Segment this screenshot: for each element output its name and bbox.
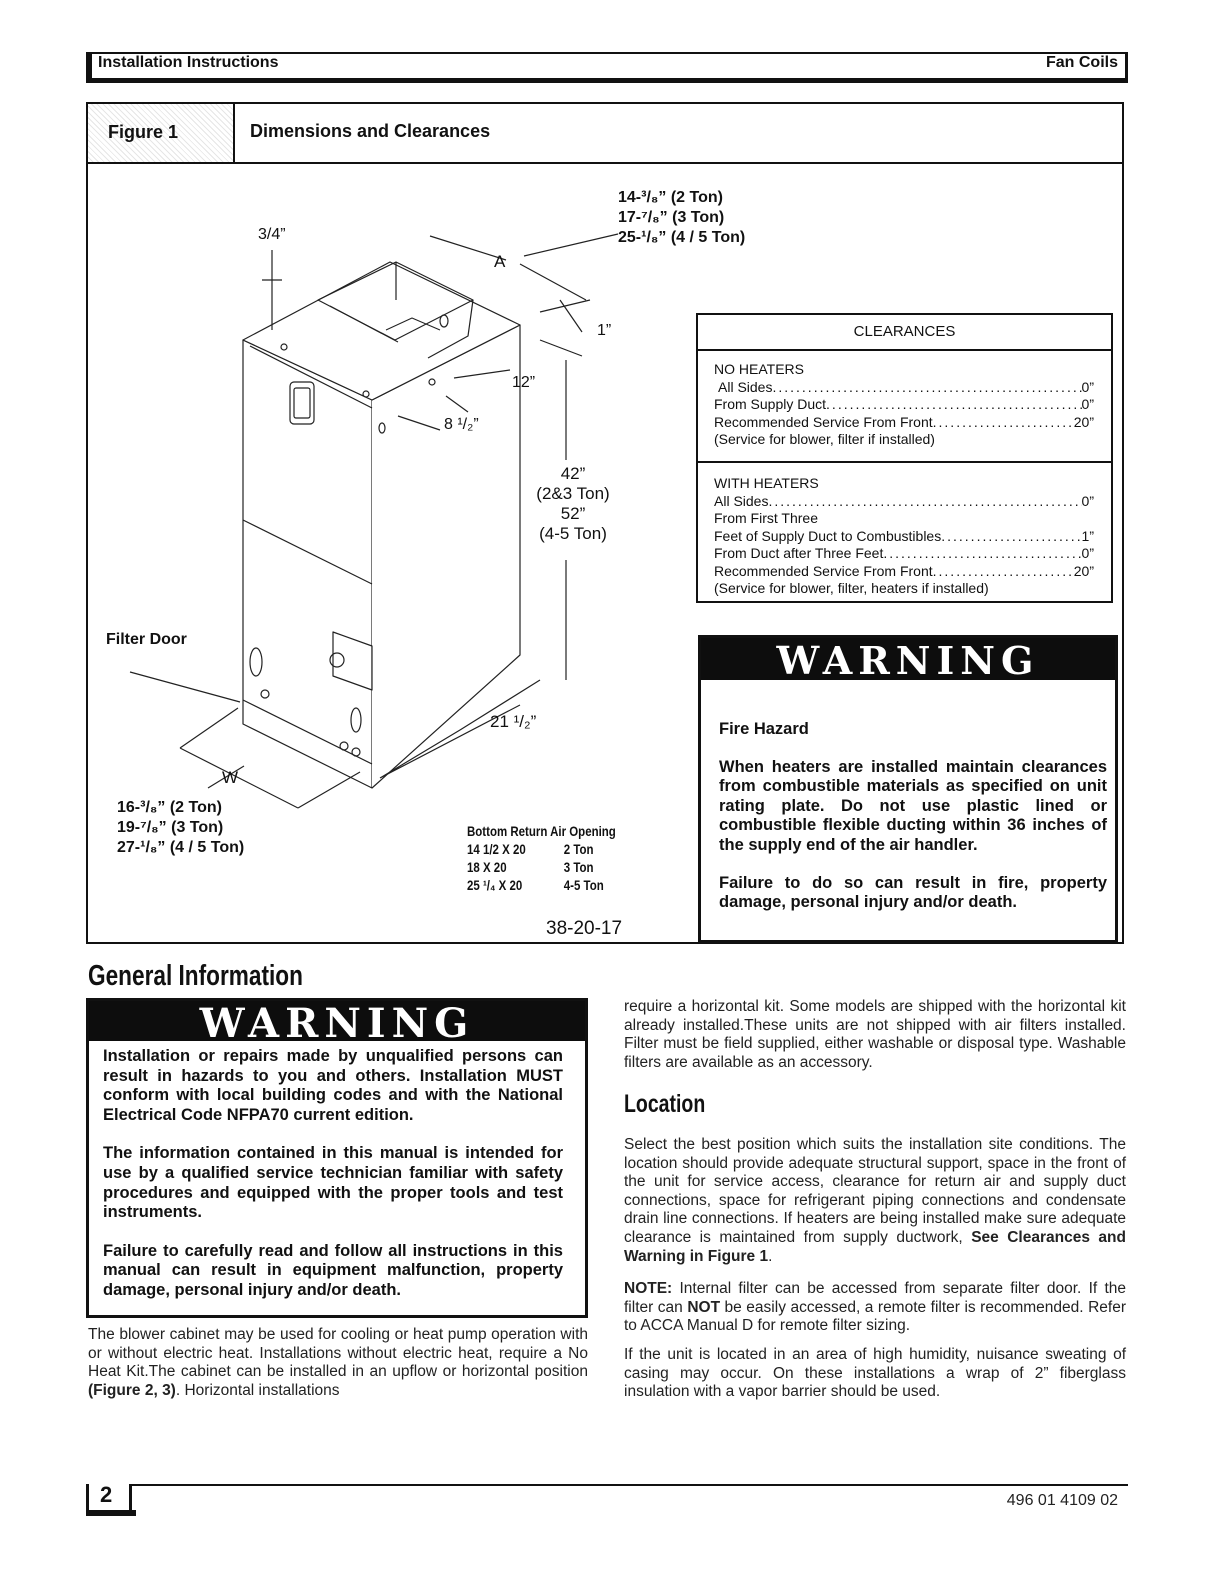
- general-warning-p3: Failure to carefully read and follow all instructions in this manual can result in equipment malfunction, property damage, personal injury and/or death.: [103, 1241, 563, 1299]
- dimension-w-label: W: [222, 768, 239, 787]
- figure-code: 38-20-17: [546, 918, 623, 939]
- clearance-row: From Duct after Three Feet ..... 0”: [714, 545, 1094, 563]
- clearance-row: Feet of Supply Duct to Combustibles ..... 1”: [714, 528, 1094, 546]
- dimension-3-4: 3/4”: [258, 226, 286, 243]
- clearances-table: [696, 313, 1113, 603]
- clearance-row: From First Three: [714, 510, 818, 526]
- fire-warning-text: [719, 720, 1107, 931]
- with-heaters-note: (Service for blower, filter, heaters if installed): [714, 580, 989, 596]
- fire-hazard-warning: [698, 635, 1118, 943]
- clearance-row: All Sides ..... 0”: [714, 493, 1094, 511]
- general-warning-p1: Installation or repairs made by unqualified persons can result in hazards to you and others. Installation MUST conform with local building codes and with the National Electrical Code NFPA70 current edition.: [103, 1047, 563, 1124]
- clearance-row: Recommended Service From Front ..... 20”: [714, 414, 1094, 432]
- no-heaters-heading: NO HEATERS: [714, 361, 804, 377]
- warning-banner: WARNING: [701, 638, 1115, 680]
- general-warning-p2: The information contained in this manual is intended for use by a qualified service technician familiar with safety procedures and equipped with the proper tools and test instruments.: [103, 1144, 563, 1222]
- dimension-a-label: A: [494, 252, 506, 271]
- humidity-paragraph: If the unit is located in an area of high humidity, nuisance sweating of casing may occur. On these installations a wrap of 2” fiberglass insulation with a vapor barrier should be used.: [624, 1346, 1126, 1401]
- header-title: Installation Instructions: [98, 54, 279, 71]
- header-product: Fan Coils: [1045, 54, 1118, 71]
- general-warning: [86, 998, 588, 1318]
- page-number: 2: [100, 1482, 113, 1507]
- horizontal-kit-paragraph: require a horizontal kit. Some models are shipped with the horizontal kit already installed.These units are not shipped with air filters installed. Filter must be field supplied, either washable or disposal type. Washable filters are available as an accessory.: [624, 998, 1126, 1071]
- document-number: 496 01 4109 02: [1006, 1492, 1118, 1509]
- fire-warning-p2: Failure to do so can result in fire, property damage, personal injury and/or death.: [719, 873, 1107, 912]
- location-paragraph: Select the best position which suits the installation site conditions. The location should provide adequate structural support, space in the front of the unit for service access, clearance for return air and supply duct connections, space for refrigerant piping connections and condensate drain line connections. If heaters are being installed make sure adequate clearance is maintained from supply ductwork, See Clearances and Warning in Figure 1.: [624, 1136, 1126, 1265]
- general-information-heading: General Information: [88, 960, 303, 992]
- dimension-12-inch: 12”: [512, 374, 536, 391]
- location-note: NOTE: Internal filter can be accessed from separate filter door. If the filter can NOT be easily accessed, a remote filter is recommended. Refer to ACCA Manual D for remote filter sizing.: [624, 1280, 1126, 1335]
- filter-door-label: Filter Door: [106, 631, 187, 648]
- bottom-return-row: 25 ¹/₄ X 20 4-5 Ton: [467, 877, 604, 893]
- clearance-row: All Sides ..... 0”: [714, 379, 1094, 397]
- location-heading: Location: [624, 1090, 706, 1118]
- with-heaters-heading: WITH HEATERS: [714, 475, 819, 491]
- warning-banner: WARNING: [89, 1001, 585, 1041]
- no-heaters-note: (Service for blower, filter if installed): [714, 431, 935, 447]
- with-heaters-section: [714, 475, 1094, 598]
- figure-title: Dimensions and Clearances: [250, 121, 491, 141]
- fire-warning-p1: When heaters are installed maintain clearances from combustible materials as specified on unit rating plate. Do not use plastic lined or combustible flexible ducting within 36 inches of the supply end of the air handler.: [719, 757, 1107, 854]
- clearances-title: CLEARANCES: [698, 315, 1111, 351]
- bottom-return-title: Bottom Return Air Opening: [467, 823, 616, 839]
- dimension-1-inch: 1”: [597, 322, 612, 339]
- page-footer: [86, 1484, 1128, 1524]
- clearance-row: From Supply Duct ..... 0”: [714, 396, 1094, 414]
- dimension-a-values: 14-³/₈” (2 Ton) 17-⁷/₈” (3 Ton) 25-¹/₈” (4 / 5 Ton): [618, 189, 746, 246]
- clearance-row: Recommended Service From Front ..... 20”: [714, 563, 1094, 581]
- general-warning-text: [103, 1047, 563, 1320]
- fire-warning-title: Fire Hazard: [719, 720, 809, 738]
- dimension-height: 42” (2&3 Ton) 52” (4-5 Ton): [536, 464, 610, 543]
- dimension-depth: 21 ¹/₂”: [490, 712, 537, 731]
- bottom-return-row: 18 X 20 3 Ton: [467, 859, 594, 875]
- figure-label: Figure 1: [108, 122, 179, 142]
- dimension-8-half: 8 ¹/₂”: [444, 416, 479, 433]
- bottom-return-table: [467, 822, 616, 894]
- general-blower-paragraph: The blower cabinet may be used for cooling or heat pump operation with or without electric heat. Installations without electric heat, require a No Heat Kit.The cabinet can be installed in an upflow or horizontal position (Figure 2, 3). Horizontal installations: [88, 1326, 588, 1399]
- bottom-return-row: 14 1/2 X 20 2 Ton: [467, 841, 594, 857]
- dimension-w-values: 16-³/₈” (2 Ton) 19-⁷/₈” (3 Ton) 27-¹/₈” (4 / 5 Ton): [117, 799, 245, 856]
- no-heaters-section: [714, 361, 1094, 449]
